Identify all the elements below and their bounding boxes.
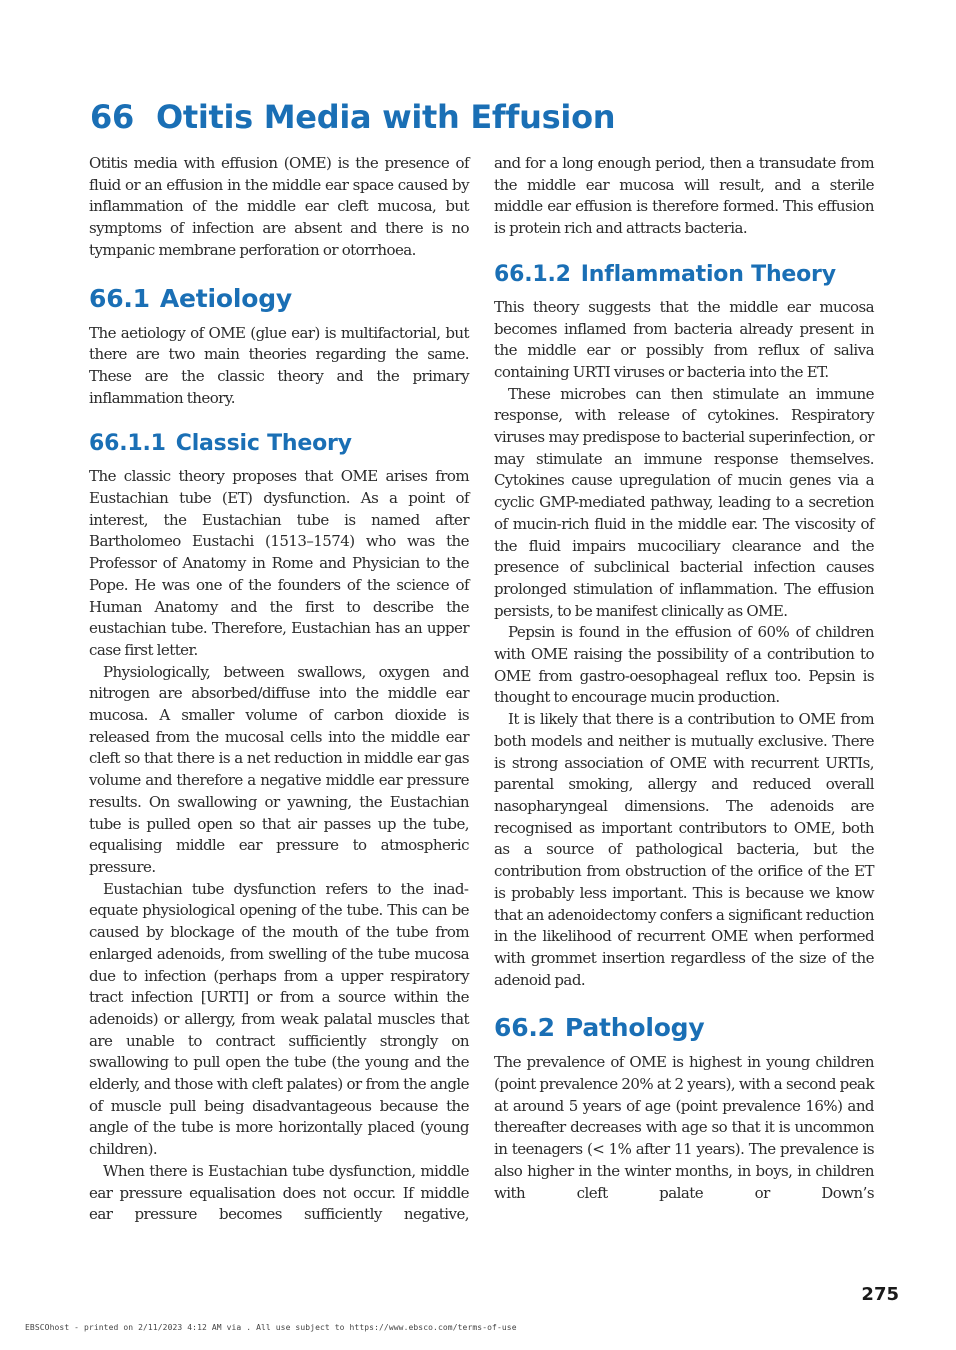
section-heading-aetiology	[89, 284, 469, 313]
subsection-title: Inflammation Theory	[580, 261, 836, 287]
right-column	[494, 153, 874, 1204]
section-number: 66.2	[494, 1013, 555, 1043]
classic-theory-paragraph: When there is Eustachian tube dysfunction, middle ear pressure equalisation does not occur. If middle ear pressure becomes sufficiently negative,	[89, 1161, 469, 1224]
subsection-heading-classic-theory	[89, 431, 469, 456]
left-column	[89, 153, 469, 1226]
inflammation-theory-paragraph: These microbes can then stimulate an immune response, with release of cytokines. Respiratory viruses may predispose to bacterial superinfection, or may stimulate an immune response themselves. Cytokines cause upregulation of mucin genes via a cyclic GMP-mediated pathway, leading to a secretion of mucin-rich fluid in the middle ear. The viscosity of the fluid impairs mucociliary clearance and the presence of subclinical bacterial infection causes prolonged stimulation of inflammation. The effusion persists, to be manifest clinically as OME.	[494, 384, 874, 620]
section-number: 66.1	[89, 283, 150, 313]
classic-theory-paragraph: The classic theory proposes that OME arises from Eustachian tube (ET) dysfunction. As a point of interest, the Eustachian tube is named after Bartholomeo Eustachi (1513–1574) who was the Professor of Anatomy in Rome and Physician to the Pope. He was one of the founders of the science of Human Anatomy and the first to describe the eustachian tube. Therefore, Eustachian has an upper case first letter.	[89, 467, 469, 659]
section-title: Pathology	[564, 1013, 705, 1043]
subsection-title: Classic Theory	[175, 431, 352, 457]
page-number: 275	[861, 1284, 899, 1305]
chapter-title	[90, 98, 615, 136]
chapter-number: 66	[90, 98, 134, 136]
subsection-heading-inflammation-theory	[494, 262, 874, 287]
chapter-title-text: Otitis Media with Effusion	[155, 98, 616, 136]
intro-paragraph: Otitis media with effusion (OME) is the presence of fluid or an effusion in the middle ear space caused by inflammation of the middle ear cleft mucosa, but symptoms of infection are absent and there is no tympanic membrane perforation or otorrhoea.	[89, 154, 469, 259]
section-heading-pathology	[494, 1013, 874, 1042]
classic-theory-paragraph: Physiologically, between swallows, oxygen and nitrogen are absorbed/diffuse into the middle ear mucosa. A smaller volume of carbon dioxide is released from the mucosal cells into the middle ear cleft so that there is a net reduction in middle ear gas volume and therefore a negative middle ear pressure results. On swallowing or yawning, the Eustachian tube is pulled open so that air passes up the tube, equalising middle ear pressure to atmospheric pressure.	[89, 662, 469, 876]
inflammation-theory-paragraph: Pepsin is found in the effusion of 60% of children with OME raising the possibility of a contribution to OME from gastro-oesophageal reflux too. Pepsin is thought to encourage mucin production.	[494, 623, 874, 707]
inflammation-theory-paragraph: It is likely that there is a contribution to OME from both models and neither is mutually exclusive. There is strong association of OME with recurrent URTIs, parental smoking, allergy and reduced overall nasopharyngeal dimensions. The adenoids are recognised as important contributors to OME, both as a source of pathological bacteria, but the contribution from obstruction of the orifice of the ET is probably less important. This is because we know that an adenoidectomy confers a significant reduction in the likelihood of recurrent OME when performed with grommet insertion regardless of the size of the adenoid pad.	[494, 710, 874, 989]
classic-theory-paragraph-continued: and for a long enough period, then a transudate from the middle ear mucosa will result, and a sterile middle ear effusion is therefore formed. This effusion is protein rich and attracts bacteria.	[494, 154, 874, 238]
subsection-number: 66.1.2	[494, 261, 571, 287]
classic-theory-paragraph: Eustachian tube dysfunction refers to the inadequate physiological opening of the tube. This can be caused by blockage of the mouth of the tube from enlarged adenoids, from swelling of the tube mucosa due to infection (perhaps from a upper respiratory tract infection [URTI] or from a source within the adenoids) or allergy, from weak palatal muscles that are unable to contract sufficiently strongly on swallowing to pull open the tube (the young and the elderly, and those with cleft palates) or from the angle of muscle pull being disadvantageous because the angle of the tube is more horizontally placed (young children).	[89, 879, 469, 1159]
aetiology-paragraph: The aetiology of OME (glue ear) is multifactorial, but there are two main theories regarding the same. These are the classic theory and the primary inflammation theory.	[89, 323, 469, 407]
pathology-paragraph: The prevalence of OME is highest in young children (point prevalence 20% at 2 years), with a second peak at around 5 years of age (point prevalence 16%) and thereafter decreases with age so that it is uncommon in teenagers (< 1% after 11 years). The prevalence is also higher in the winter months, in boys, in children with cleft palate or Down’s	[494, 1053, 874, 1202]
inflammation-theory-paragraph: This theory suggests that the middle ear mucosa becomes inflamed from bacteria already present in the middle ear or possibly from reflux of saliva containing URTI viruses or bacteria into the ET.	[494, 297, 874, 381]
subsection-number: 66.1.1	[89, 431, 166, 457]
section-title: Aetiology	[159, 283, 293, 313]
print-footer: EBSCOhost - printed on 2/11/2023 4:12 AM via . All use subject to https://www.ebsco.com/terms-of-use	[25, 1323, 517, 1332]
